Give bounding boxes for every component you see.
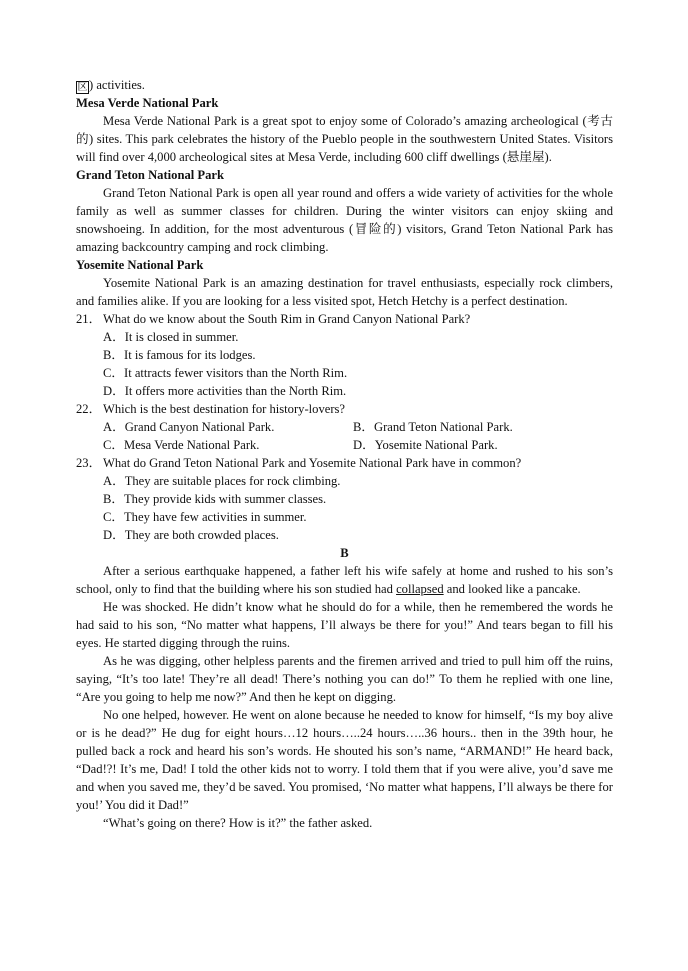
question-number: 22．: [76, 402, 102, 416]
underlined-word: collapsed: [396, 582, 444, 596]
passage-b-paragraph-4: No one helped, however. He went on alone because he needed to know for himself, “Is my boy alive or is he dead?” He dug for eight hours…12 hours…..24 hours…..36 hours.. then in the 39th hour, he pulled back a rock and heard his son’s words. He shouted his son’s name, “ARMAND!” He heard back, “Dad!?! It’s me, Dad! I told the other kids not to worry. I told them that if you were alive, you’d save me and when you saved me, they’d be saved. You promised, ‘No matter what happens, I’ll always be there for you!’ You did it Dad!”: [76, 708, 613, 812]
question-22-option-a[interactable]: A．Grand Canyon National Park.: [103, 420, 275, 434]
question-stem: Which is the best destination for history-lovers?: [103, 402, 346, 416]
question-stem: What do Grand Teton National Park and Yosemite National Park have in common?: [103, 456, 522, 470]
question-22: [76, 400, 613, 418]
passage-b-paragraph-5: “What’s going on there? How is it?” the father asked.: [103, 816, 373, 830]
question-23-option-b[interactable]: B．They provide kids with summer classes.: [103, 492, 327, 506]
question-23: [76, 454, 613, 472]
passage-b-paragraph-3: As he was digging, other helpless parents and the firemen arrived and tried to pull him off the ruins, saying, “It’s too late! They’re all dead! There’s nothing you can do!” To them he replied with one line, “Are you going to help me now?” And then he kept on digging.: [76, 654, 613, 704]
boxed-character: 区: [77, 82, 88, 93]
mesa-verde-paragraph: Mesa Verde National Park is a great spot to enjoy some of Colorado’s amazing archeological (考古的) sites. This park celebrates the history of the Pueblo people in the southwestern United States. Visitors will find over 4,000 archeological sites at Mesa Verde, including 600 cliff dwellings (悬崖屋).: [76, 114, 613, 164]
document-page: [76, 76, 613, 832]
question-21: [76, 310, 613, 328]
question-21-option-d[interactable]: D．It offers more activities than the North Rim.: [103, 384, 347, 398]
question-21-option-a[interactable]: A．It is closed in summer.: [103, 330, 239, 344]
question-22-option-c[interactable]: C．Mesa Verde National Park.: [103, 438, 260, 452]
yosemite-heading: Yosemite National Park: [76, 258, 204, 272]
question-number: 23．: [76, 456, 102, 470]
intro-tail-text: ) activities.: [89, 78, 145, 92]
paragraph-text: After a serious earthquake happened, a father left his wife safely at home and rushed to his son’s school, only to find that the building where his son studied had: [76, 564, 613, 596]
mesa-verde-heading: Mesa Verde National Park: [76, 96, 219, 110]
question-21-option-b[interactable]: B．It is famous for its lodges.: [103, 348, 256, 362]
question-21-option-c[interactable]: C．It attracts fewer visitors than the North Rim.: [103, 366, 348, 380]
yosemite-paragraph: Yosemite National Park is an amazing destination for travel enthusiasts, especially rock climbers, and families alike. If you are looking for a less visited spot, Hetch Hetchy is a perfect destination.: [76, 276, 613, 308]
question-22-options-row-1: [76, 418, 613, 436]
paragraph-text: and looked like a pancake.: [443, 582, 581, 596]
question-stem: What do we know about the South Rim in Grand Canyon National Park?: [103, 312, 471, 326]
question-23-option-d[interactable]: D．They are both crowded places.: [103, 528, 279, 542]
question-23-option-a[interactable]: A．They are suitable places for rock climbing.: [103, 474, 341, 488]
passage-b-paragraph-1: [76, 562, 613, 598]
question-22-options-row-2: [76, 436, 613, 454]
question-22-option-b[interactable]: B．Grand Teton National Park.: [353, 420, 513, 434]
intro-tail: [76, 76, 613, 94]
passage-b-paragraph-2: He was shocked. He didn’t know what he should do for a while, then he remembered the words he had said to his son, “No matter what happens, I’ll always be there for you!” And tears began to fill his eyes. He started digging through the ruins.: [76, 600, 613, 650]
passage-b-label: B: [340, 546, 349, 560]
question-number: 21．: [76, 312, 102, 326]
grand-teton-paragraph: Grand Teton National Park is open all year round and offers a wide variety of activities for the whole family as well as summer classes for children. During the winter visitors can enjoy skiing and snowshoeing. In addition, for the most adventurous (冒险的) visitors, Grand Teton National Park has amazing backcountry camping and rock climbing.: [76, 186, 613, 254]
question-22-option-d[interactable]: D．Yosemite National Park.: [353, 438, 498, 452]
grand-teton-heading: Grand Teton National Park: [76, 168, 225, 182]
question-23-option-c[interactable]: C．They have few activities in summer.: [103, 510, 307, 524]
